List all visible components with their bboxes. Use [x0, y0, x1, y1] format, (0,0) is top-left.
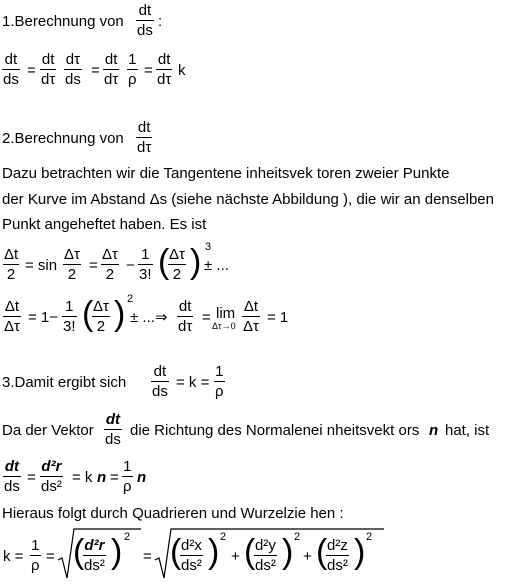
- eq5-frac-1: 1 ρ: [31, 537, 40, 574]
- eq1-frac-3: dτ ds: [65, 51, 81, 88]
- fraction-denominator: ds: [137, 22, 153, 39]
- exponent: 2: [366, 531, 373, 543]
- eq2-frac-4: 1 3!: [139, 246, 152, 283]
- eq1-frac-6: dt dτ: [157, 51, 172, 88]
- plus-sign: +: [231, 548, 240, 565]
- equals-sign: =: [27, 469, 36, 486]
- eq2-frac-1: Δt 2: [4, 246, 19, 283]
- section-1-fraction: [136, 3, 154, 38]
- equals-sign: =: [202, 309, 211, 326]
- equals-sign: =: [89, 257, 98, 274]
- normal-vector-n: n: [137, 469, 147, 486]
- limit-operator: lim: [216, 305, 236, 322]
- section-3-label: 3.Damit ergibt sich: [2, 374, 127, 391]
- section-2-fraction: dt dτ: [137, 119, 152, 156]
- equals-sign: =: [27, 62, 36, 79]
- left-paren: (: [82, 295, 94, 333]
- paragraph-line: Dazu betrachten wir die Tangentene inheitsvek toren zweier Punkte: [2, 165, 450, 182]
- paragraph-text: Da der Vektor: [2, 422, 94, 439]
- left-paren: (: [244, 533, 256, 571]
- exponent: 3: [205, 241, 212, 253]
- eq5-frac-5: d²z ds²: [327, 537, 348, 574]
- eq1-frac-2: dt dτ: [41, 51, 56, 88]
- right-paren: ): [111, 533, 123, 571]
- right-paren: ): [190, 243, 202, 281]
- eq1-frac-5: 1 ρ: [128, 51, 137, 88]
- limit-subscript: Δτ→0: [212, 321, 236, 331]
- eq3-frac-1: Δt Δτ: [4, 298, 20, 335]
- equals-sign: =: [143, 548, 152, 565]
- eq5-frac-2: d²r ds²: [84, 537, 105, 574]
- eq2-frac-3: Δτ 2: [102, 246, 118, 283]
- left-paren: (: [170, 533, 182, 571]
- right-paren: ): [354, 533, 366, 571]
- eq3-frac-5: Δt Δτ: [243, 298, 259, 335]
- fraction-numerator: dt: [138, 2, 152, 19]
- k-equals: k =: [3, 548, 24, 565]
- equals-sign: =: [110, 469, 119, 486]
- eq3-frac-4: dt dτ: [178, 298, 193, 335]
- paragraph-line: Punkt angeheftet haben. Es ist: [2, 216, 207, 233]
- left-paren: (: [316, 533, 328, 571]
- exponent: 2: [220, 531, 227, 543]
- eq2-frac-5: Δτ 2: [169, 246, 185, 283]
- right-paren: ): [208, 533, 220, 571]
- eq5-frac-3: d²x ds²: [181, 537, 202, 574]
- colon: :: [158, 13, 163, 30]
- series-tail: ± ...: [204, 257, 229, 274]
- eq3-frac-3: Δτ 2: [93, 298, 109, 335]
- eq4-frac-3: 1 ρ: [123, 458, 132, 495]
- normal-vector-n: n: [97, 469, 107, 486]
- paragraph-text: hat, ist: [445, 422, 490, 439]
- eq5-frac-4: d²y ds²: [255, 537, 276, 574]
- left-paren: (: [73, 533, 85, 571]
- series-tail-implies: ± ...⇒: [130, 309, 168, 326]
- equals-sign: =: [46, 548, 55, 565]
- eq1-frac-4: dt dτ: [104, 51, 119, 88]
- eq3-frac-2: 1 3!: [63, 298, 76, 335]
- section-3-frac-2: 1 ρ: [215, 363, 224, 400]
- equals-sin: = sin: [25, 257, 58, 274]
- equals-one: = 1: [267, 309, 289, 326]
- exponent: 2: [124, 531, 131, 543]
- equals-sign: =: [144, 62, 153, 79]
- plus-sign: +: [303, 548, 312, 565]
- section-1-label: 1.Berechnung von: [2, 13, 124, 30]
- exponent: 2: [294, 531, 301, 543]
- vector-derivative-fraction: dt ds: [105, 411, 121, 448]
- equals-sign: =: [91, 62, 100, 79]
- eq2-frac-2: Δτ 2: [64, 246, 80, 283]
- section-2-label: 2.Berechnung von: [2, 130, 124, 147]
- curvature-k: k: [178, 62, 186, 79]
- equals-k: = k: [72, 469, 93, 486]
- right-paren: ): [282, 533, 294, 571]
- eq4-frac-1: dt ds: [4, 458, 20, 495]
- normal-vector-n: n: [429, 422, 439, 439]
- minus-sign: −: [126, 257, 135, 274]
- right-paren: ): [114, 295, 126, 333]
- eq1-frac-1: dt ds: [3, 51, 19, 88]
- eq4-frac-2: d²r ds²: [41, 458, 62, 495]
- left-paren: (: [158, 243, 170, 281]
- section-3-frac-1: dt ds: [152, 363, 168, 400]
- paragraph-3: Hieraus folgt durch Quadrieren und Wurzelzie hen :: [2, 505, 344, 522]
- paragraph-text: die Richtung des Normalenei nheitsvekt ors: [130, 422, 420, 439]
- equals-one-minus: = 1−: [28, 309, 59, 326]
- paragraph-line: der Kurve im Abstand Δs (siehe nächste Abbildung ), die wir an denselben: [2, 191, 494, 208]
- exponent: 2: [127, 293, 134, 305]
- equals-k: = k =: [176, 374, 210, 391]
